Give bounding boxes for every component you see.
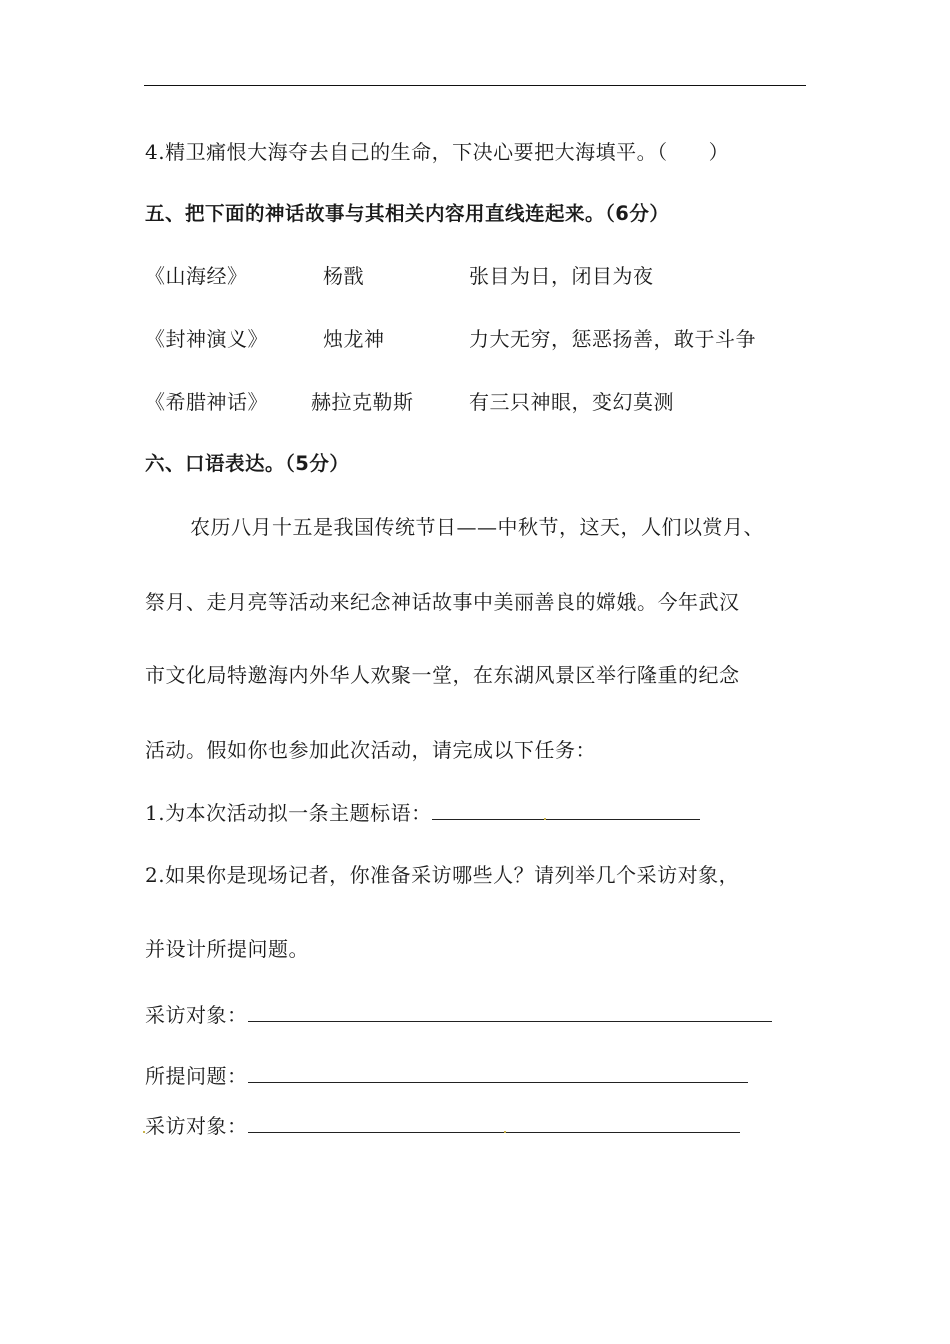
- interviewee-row-1: [145, 1001, 772, 1029]
- paragraph-line-1: 农历八月十五是我国传统节日——中秋节，这天，人们以赏月、: [190, 515, 764, 539]
- question-4: 4.精卫痛恨大海夺去自己的生命，下决心要把大海填平。（ ）: [145, 140, 730, 164]
- paragraph-line-2: 祭月、走月亮等活动来纪念神话故事中美丽善良的嫦娥。今年武汉: [145, 590, 740, 614]
- match-book-1[interactable]: 《山海经》: [145, 264, 248, 288]
- interviewee-blank-1[interactable]: [248, 1001, 772, 1022]
- match-book-2[interactable]: 《封神演义》: [145, 327, 268, 351]
- stray-dot: [544, 818, 546, 820]
- task-1: [145, 799, 700, 827]
- paragraph-line-4: 活动。假如你也参加此次活动，请完成以下任务：: [145, 738, 596, 762]
- interviewee-label-2: 采访对象：: [145, 1114, 248, 1138]
- slogan-blank[interactable]: [432, 799, 700, 820]
- match-god-1[interactable]: 杨戬: [323, 264, 364, 288]
- match-book-3[interactable]: 《希腊神话》: [145, 390, 268, 414]
- question-blank[interactable]: [248, 1062, 748, 1083]
- question-label: 所提问题：: [145, 1064, 248, 1088]
- interviewee-row-2: [145, 1112, 740, 1140]
- match-desc-3[interactable]: 有三只神眼，变幻莫测: [469, 390, 674, 414]
- task-2-line-1: 2.如果你是现场记者，你准备采访哪些人？请列举几个采访对象，: [145, 863, 740, 887]
- question-row: [145, 1062, 748, 1090]
- header-rule: [144, 85, 806, 86]
- task-2-line-2: 并设计所提问题。: [145, 937, 309, 961]
- match-god-3[interactable]: 赫拉克勒斯: [311, 390, 414, 414]
- task-1-label: 1.为本次活动拟一条主题标语：: [145, 801, 432, 825]
- section-6-heading: 六、口语表达。（5分）: [145, 452, 350, 475]
- stray-dot: [504, 1131, 506, 1133]
- match-god-2[interactable]: 烛龙神: [323, 327, 385, 351]
- paragraph-line-3: 市文化局特邀海内外华人欢聚一堂，在东湖风景区举行隆重的纪念: [145, 663, 740, 687]
- interviewee-label-1: 采访对象：: [145, 1003, 248, 1027]
- section-5-heading: 五、把下面的神话故事与其相关内容用直线连起来。（6分）: [145, 202, 670, 225]
- interviewee-blank-2[interactable]: [248, 1112, 740, 1133]
- stray-dot: [143, 1131, 145, 1133]
- match-desc-2[interactable]: 力大无穷，惩恶扬善，敢于斗争: [469, 327, 756, 351]
- match-desc-1[interactable]: 张目为日，闭目为夜: [469, 264, 654, 288]
